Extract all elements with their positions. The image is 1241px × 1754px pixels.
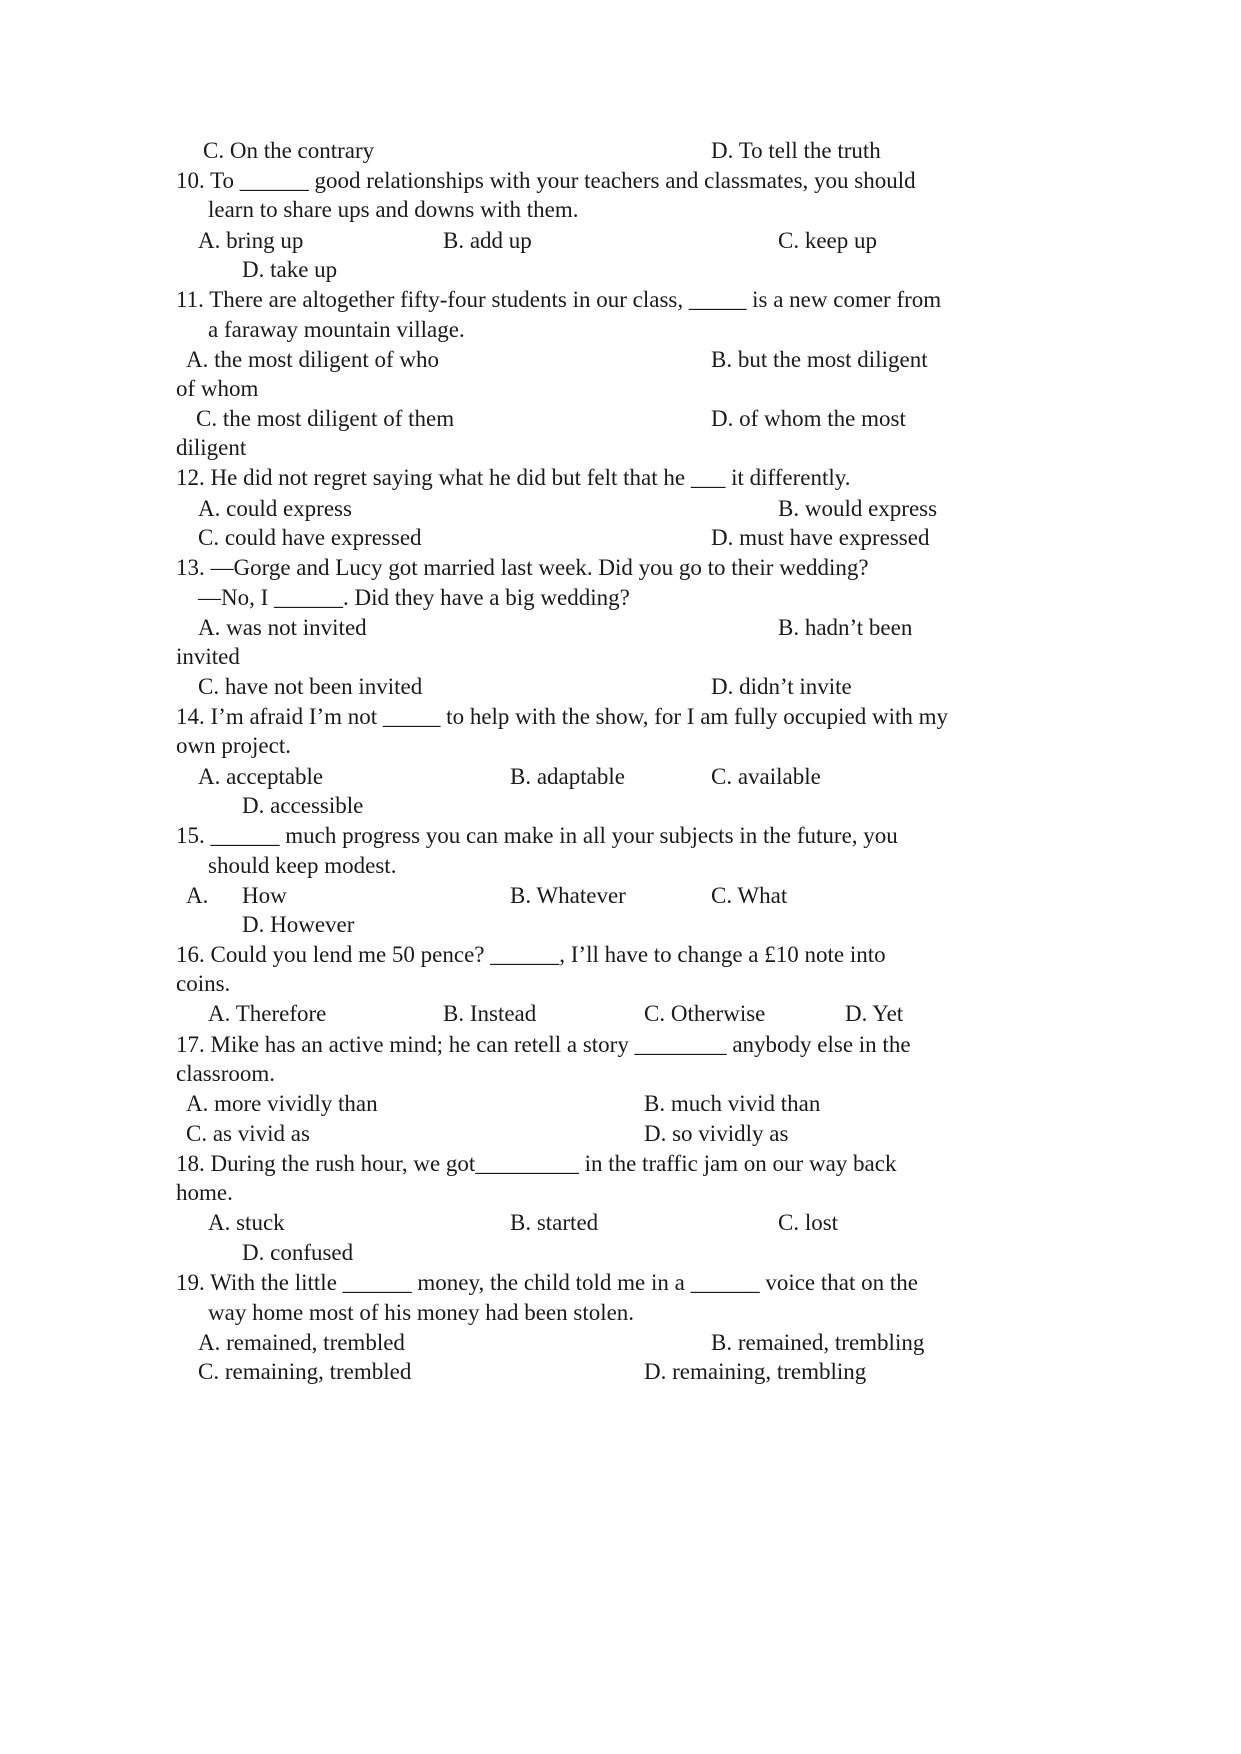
question-stem-continued: learn to share ups and downs with them. bbox=[208, 197, 579, 222]
option-d: D. To tell the truth bbox=[711, 138, 881, 163]
option-b: B. started bbox=[510, 1210, 599, 1235]
option-c: C. could have expressed bbox=[198, 525, 422, 550]
question-stem-continued: coins. bbox=[176, 971, 231, 996]
option-c: C. Otherwise bbox=[644, 1001, 766, 1026]
option-d-continued: diligent bbox=[176, 435, 247, 460]
question-stem: 12. He did not regret saying what he did but felt that he ___ it differently. bbox=[176, 465, 851, 490]
option-a: A. Therefore bbox=[208, 1001, 327, 1026]
question-stem-continued: own project. bbox=[176, 733, 291, 758]
option-c: C. On the contrary bbox=[203, 138, 375, 163]
option-b: B. hadn’t been bbox=[778, 615, 913, 640]
question-stem-continued: —No, I ______. Did they have a big wedding? bbox=[198, 585, 630, 610]
option-b-continued: invited bbox=[176, 644, 240, 669]
option-b: B. but the most diligent bbox=[711, 347, 928, 372]
question-stem: 10. To ______ good relationships with your teachers and classmates, you should bbox=[176, 168, 916, 193]
question-stem-continued: way home most of his money had been stolen. bbox=[208, 1300, 635, 1325]
option-c: C. have not been invited bbox=[198, 674, 423, 699]
option-b: B. would express bbox=[778, 496, 938, 521]
option-c: C. What bbox=[711, 883, 788, 908]
option-a: A. stuck bbox=[208, 1210, 285, 1235]
option-c: C. keep up bbox=[778, 228, 878, 253]
option-c: C. remaining, trembled bbox=[198, 1359, 412, 1384]
question-stem-continued: should keep modest. bbox=[208, 853, 397, 878]
option-d: D. accessible bbox=[242, 793, 364, 818]
option-b: B. adaptable bbox=[510, 764, 625, 789]
question-stem-continued: classroom. bbox=[176, 1061, 276, 1086]
option-a: A. remained, trembled bbox=[198, 1330, 405, 1355]
option-a-text: How bbox=[242, 883, 287, 908]
question-stem-continued: a faraway mountain village. bbox=[208, 317, 465, 342]
option-c: C. available bbox=[711, 764, 821, 789]
question-stem: 17. Mike has an active mind; he can retell a story ________ anybody else in the bbox=[176, 1032, 911, 1057]
option-b: B. Whatever bbox=[510, 883, 626, 908]
option-a: A. could express bbox=[198, 496, 352, 521]
question-stem-continued: home. bbox=[176, 1180, 233, 1205]
option-b: B. Instead bbox=[443, 1001, 537, 1026]
option-b: B. add up bbox=[443, 228, 532, 253]
question-stem: 19. With the little ______ money, the child told me in a ______ voice that on the bbox=[176, 1270, 918, 1295]
option-d: D. didn’t invite bbox=[711, 674, 852, 699]
option-d: D. of whom the most bbox=[711, 406, 906, 431]
option-d: D. However bbox=[242, 912, 355, 937]
question-stem: 15. ______ much progress you can make in all your subjects in the future, you bbox=[176, 823, 898, 848]
question-stem: 14. I’m afraid I’m not _____ to help with the show, for I am fully occupied with my bbox=[176, 704, 949, 729]
option-a: A. bring up bbox=[198, 228, 304, 253]
option-c: C. as vivid as bbox=[186, 1121, 310, 1146]
question-stem: 16. Could you lend me 50 pence? ______, I’ll have to change a £10 note into bbox=[176, 942, 886, 967]
option-a: A. acceptable bbox=[198, 764, 324, 789]
question-stem: 13. —Gorge and Lucy got married last week. Did you go to their wedding? bbox=[176, 555, 869, 580]
option-a: A. more vividly than bbox=[186, 1091, 378, 1116]
option-d: D. take up bbox=[242, 257, 338, 282]
option-d: D. remaining, trembling bbox=[644, 1359, 867, 1384]
option-d: D. so vividly as bbox=[644, 1121, 789, 1146]
option-b-continued: of whom bbox=[176, 376, 259, 401]
option-d: D. Yet bbox=[845, 1001, 904, 1026]
question-stem: 11. There are altogether fifty-four students in our class, _____ is a new comer from bbox=[176, 287, 942, 312]
option-a-label: A. bbox=[186, 883, 209, 908]
option-a: A. the most diligent of who bbox=[186, 347, 439, 372]
option-d: D. confused bbox=[242, 1240, 354, 1265]
option-d: D. must have expressed bbox=[711, 525, 930, 550]
option-a: A. was not invited bbox=[198, 615, 367, 640]
option-c: C. the most diligent of them bbox=[196, 406, 455, 431]
option-c: C. lost bbox=[778, 1210, 839, 1235]
option-b: B. remained, trembling bbox=[711, 1330, 925, 1355]
question-stem: 18. During the rush hour, we got_________ in the traffic jam on our way back bbox=[176, 1151, 897, 1176]
option-b: B. much vivid than bbox=[644, 1091, 821, 1116]
